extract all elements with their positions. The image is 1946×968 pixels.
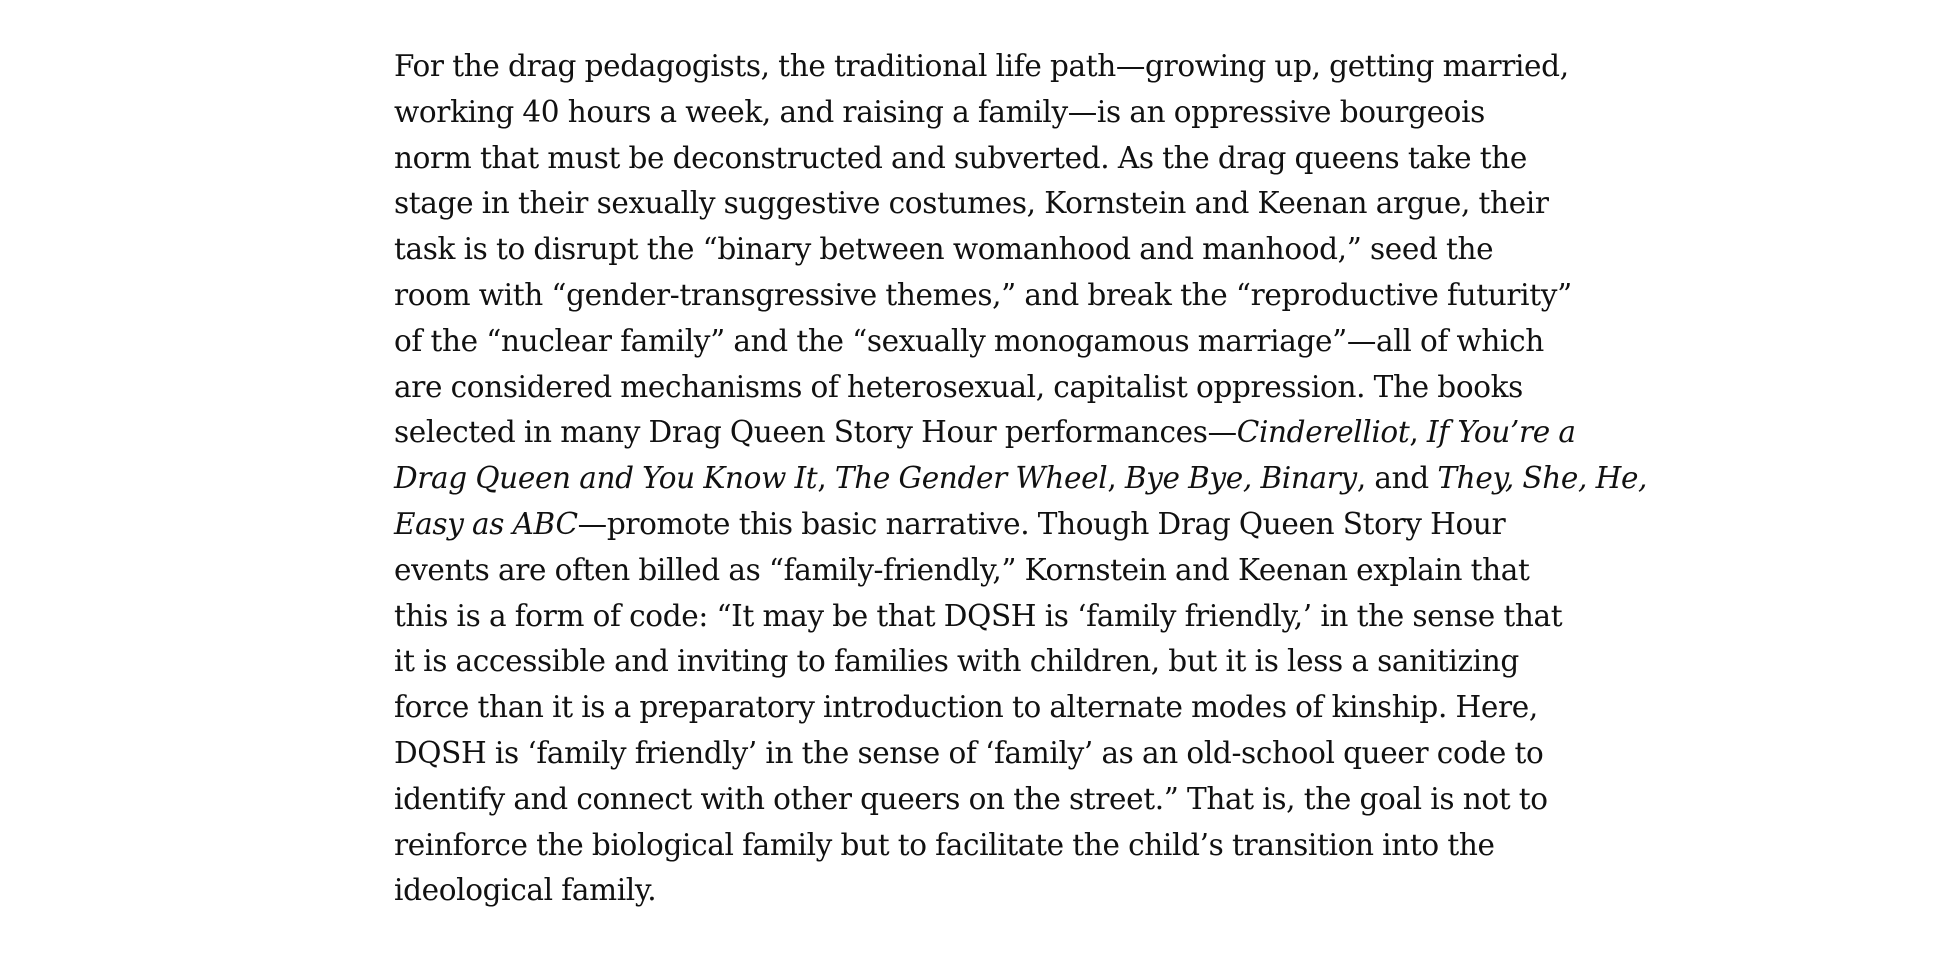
text-line bbox=[394, 181, 1594, 227]
italic-book-title: Drag Queen and You Know It bbox=[394, 461, 818, 496]
text-line bbox=[394, 731, 1594, 777]
text-segment: it is accessible and inviting to families with children, but it is less a sanitizing bbox=[394, 644, 1519, 679]
text-line bbox=[394, 594, 1594, 640]
text-line bbox=[394, 365, 1594, 411]
text-segment: this is a form of code: “It may be that DQSH is ‘family friendly,’ in the sense that bbox=[394, 598, 1563, 633]
text-line bbox=[394, 90, 1594, 136]
italic-book-title: The Gender Wheel bbox=[834, 461, 1108, 496]
text-line bbox=[394, 319, 1594, 365]
italic-book-title: If You’re a bbox=[1426, 415, 1576, 450]
text-line bbox=[394, 136, 1594, 182]
text-line bbox=[394, 273, 1594, 319]
italic-book-title: Bye Bye, Binary bbox=[1124, 461, 1357, 496]
italic-book-title: Easy as ABC bbox=[394, 506, 578, 541]
text-segment: task is to disrupt the “binary between womanhood and manhood,” seed the bbox=[394, 232, 1494, 267]
body-paragraph bbox=[394, 44, 1648, 914]
text-segment: force than it is a preparatory introduction to alternate modes of kinship. Here, bbox=[394, 690, 1538, 725]
text-line bbox=[394, 502, 1594, 548]
text-segment: room with “gender-transgressive themes,” and break the “reproductive futurity” bbox=[394, 277, 1572, 312]
text-segment: ideological family. bbox=[394, 873, 657, 908]
text-line bbox=[394, 777, 1594, 823]
text-segment: For the drag pedagogists, the traditional life path—growing up, getting married, bbox=[394, 49, 1569, 83]
text-segment: —promote this basic narrative. Though Drag Queen Story Hour bbox=[577, 506, 1506, 541]
text-segment: , bbox=[1107, 461, 1125, 496]
text-segment: , and bbox=[1356, 461, 1438, 496]
text-line bbox=[394, 639, 1594, 685]
text-segment: , bbox=[817, 461, 835, 496]
text-line bbox=[394, 685, 1594, 731]
text-segment: are considered mechanisms of heterosexual, capitalist oppression. The books bbox=[394, 369, 1523, 404]
text-segment: norm that must be deconstructed and subverted. As the drag queens take the bbox=[394, 140, 1528, 175]
text-segment: of the “nuclear family” and the “sexually monogamous marriage”—all of which bbox=[394, 323, 1544, 358]
text-segment: events are often billed as “family-friendly,” Kornstein and Keenan explain that bbox=[394, 552, 1530, 587]
text-segment: selected in many Drag Queen Story Hour performances— bbox=[394, 415, 1237, 450]
text-line bbox=[394, 548, 1594, 594]
text-line bbox=[394, 868, 1594, 914]
text-line bbox=[394, 227, 1594, 273]
text-segment: identify and connect with other queers on the street.” That is, the goal is not to bbox=[394, 781, 1548, 816]
italic-book-title: Cinderelliot bbox=[1236, 415, 1410, 450]
text-segment: stage in their sexually suggestive costumes, Kornstein and Keenan argue, their bbox=[394, 186, 1549, 221]
text-line bbox=[394, 410, 1594, 456]
text-line bbox=[394, 44, 1594, 90]
text-line bbox=[394, 823, 1594, 869]
text-segment: , bbox=[1409, 415, 1427, 450]
text-segment: reinforce the biological family but to facilitate the child’s transition into the bbox=[394, 827, 1495, 862]
text-segment: DQSH is ‘family friendly’ in the sense of ‘family’ as an old-school queer code to bbox=[394, 735, 1544, 770]
text-line bbox=[394, 456, 1648, 502]
italic-book-title: They, She, He, bbox=[1437, 461, 1648, 496]
text-segment: working 40 hours a week, and raising a family—is an oppressive bourgeois bbox=[394, 94, 1485, 129]
